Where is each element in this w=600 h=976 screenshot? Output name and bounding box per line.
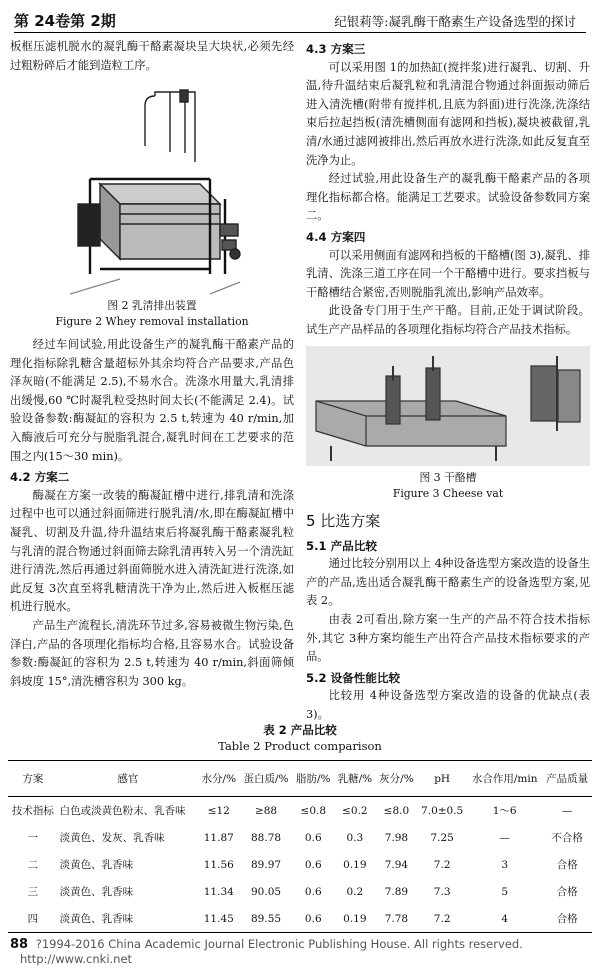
table-cell: 11.56: [203, 858, 234, 871]
table-cell: 合格: [556, 886, 578, 898]
table-cell: 89.97: [251, 858, 282, 871]
table-header: 灰分/%: [379, 772, 414, 785]
figure-3-image: [306, 346, 590, 466]
table-header: 水分/%: [201, 772, 237, 785]
table-cell: 白色或淡黄色粉末、乳香味: [59, 805, 186, 817]
table-cell: 7.2: [433, 858, 451, 871]
section-heading: 4.2 方案二: [10, 470, 70, 485]
section-heading: 5.1 产品比较: [306, 538, 377, 553]
table-cell: ≤0.8: [300, 804, 327, 817]
page-header: [14, 8, 586, 33]
cnki-url: http://www.cnki.net: [20, 952, 133, 966]
table-cell: 88.78: [251, 831, 282, 844]
table-cell: 三: [27, 886, 39, 898]
running-title: 纪银莉等:凝乳酶干酪素生产设备选型的探讨: [334, 14, 576, 29]
table-cell: 0.3: [346, 831, 364, 844]
table-header: 蛋白质/%: [243, 772, 289, 785]
page-number: 88: [10, 937, 29, 952]
paragraph: 板框压滤机脱水的凝乳酶干酪素凝块呈大块状,必须先经过粗粉碎后才能到造粒工序。: [10, 40, 294, 72]
table-cell: 0.6: [304, 858, 322, 871]
table-cell: 3: [501, 858, 509, 871]
table-cell: ≥88: [254, 804, 278, 817]
table-cell: 0.19: [343, 912, 367, 925]
table-cell: 7.0±0.5: [421, 804, 464, 817]
table-caption-cn: 表 2 产品比较: [263, 723, 337, 737]
table-cell: 11.87: [203, 831, 234, 844]
table-row: [8, 851, 592, 878]
table-cell: ≤0.2: [342, 804, 368, 817]
table-cell: 0.6: [304, 831, 322, 844]
product-comparison-table: [8, 760, 592, 933]
table-cell: ≤12: [207, 804, 230, 817]
figure-2-caption-en: Figure 2 Whey removal installation: [55, 315, 249, 328]
table-cell: 5: [501, 885, 509, 898]
paragraph: 可以采用图 1的加热缸(搅拌浆)进行凝乳、切割、升温,待升温结束后凝乳粒和乳清混合物通过斜面振动筛后进入清洗槽(附带有搅拌机,且底为斜面)进行洗涤,洗涤结束后拉起挡板(清洗槽侧面有滤网和挡板),凝块被截留,乳清/水通过滤网被排出,然后再放水进行洗涤,如此反复直至洗净为止。: [306, 60, 590, 167]
table-row: [8, 797, 592, 825]
paragraph: 酶凝在方案一改装的酶凝缸槽中进行,排乳清和洗涤过程中也可以通过斜面筛进行脱乳清/水,即在酶凝缸槽中凝乳、切割及升温,待升温结束后将凝乳酶干酪素凝乳粒与乳清的混合物通过斜面筛去除乳清再转入另一个清洗缸进行清洗,然后再通过斜面筛脱水进入清洗缸进行洗涤,如此反复 3次直至将乳糖清洗干净为止,然后进入板框压滤机进行脱水。: [10, 488, 294, 614]
table-header: 脂肪/%: [296, 772, 331, 785]
table-header: pH: [434, 772, 451, 785]
table-cell: 4: [501, 912, 509, 925]
table-cell: 7.98: [384, 831, 409, 844]
section-heading: 5 比选方案: [306, 512, 381, 530]
paragraph: 产品生产流程长,清洗环节过多,容易被微生物污染,色泽白,产品的各项理化指标均合格,且容易水合。试验设备参数:酶凝缸的容积为 2.5 t,转速为 40 r/min,斜面筛倾斜坡度 15°,清洗槽容积为 300 kg。: [10, 618, 294, 688]
paragraph: 可以采用侧面有滤网和挡板的干酪槽(图 3),凝乳、排乳清、洗涤三道工序在同一个干酪槽中进行。要求挡板与干酪槽结合紧密,否则脱脂乳流出,影响产品效率。: [306, 248, 590, 299]
table-cell: 二: [27, 859, 39, 871]
table-cell: 7.25: [430, 831, 454, 844]
table-row: [8, 824, 592, 851]
section-heading: 5.2 设备性能比较: [306, 670, 401, 685]
right-column: [306, 38, 590, 340]
copyright-text: ?1994-2016 China Academic Journal Electronic Publishing House. All rights reserved.: [35, 937, 523, 951]
table-cell: 四: [27, 913, 39, 925]
paragraph: 比较用 4种设备选型方案改造的设备的优缺点(表 3)。: [306, 689, 590, 721]
table-cell: ≤8.0: [383, 804, 410, 817]
table-cell: 技术指标: [11, 805, 54, 817]
right-column-body: [306, 508, 590, 725]
table-cell: 0.6: [304, 912, 322, 925]
table-cell: 89.55: [251, 912, 282, 925]
table-row: [8, 905, 592, 933]
table-header-row: [8, 761, 592, 797]
table-cell: 淡黄色、乳香味: [59, 913, 134, 925]
figure-3-caption: [306, 470, 590, 502]
table-cell: 不合格: [551, 832, 583, 844]
table-cell: 7.2: [433, 912, 451, 925]
paragraph: 由表 2可看出,除方案一生产的产品不符合技术指标外,其它 3种方案均能生产出符合产品技术指标要求的产品。: [306, 612, 590, 664]
journal-issue: 第 24卷第 2期: [14, 12, 116, 30]
table-header: 感官: [117, 772, 139, 785]
table-header: 乳糖/%: [337, 772, 373, 785]
table-cell: 一: [27, 832, 39, 844]
table-header: 产品质量: [546, 772, 589, 785]
table-cell: 淡黄色、发灰、乳香味: [59, 832, 165, 844]
table-cell: 0.2: [346, 885, 364, 898]
figure-3-caption-en: Figure 3 Cheese vat: [392, 487, 504, 500]
left-column-body: [10, 336, 294, 691]
table-cell: 淡黄色、乳香味: [59, 886, 134, 898]
table-cell: —: [499, 831, 510, 844]
section-heading: 4.4 方案四: [306, 229, 366, 244]
paragraph: 通过比较分别用以上 4种设备选型方案改造的设备生产的产品,选出适合凝乳酶干酪素生产的设备选型方案,见表 2。: [306, 557, 590, 608]
table-cell: 1～6: [492, 805, 517, 817]
left-column: [10, 38, 294, 75]
figure-2-image: [60, 84, 250, 296]
section-heading: 4.3 方案三: [306, 42, 366, 56]
table-header: 水合作用/min: [471, 772, 538, 785]
figure-2-caption-cn: 图 2 乳清排出装置: [107, 299, 197, 312]
table-cell: 7.94: [384, 858, 409, 871]
paragraph: 经过车间试验,用此设备生产的凝乳酶干酪素产品的理化指标除乳糖含量超标外其余均符合产品要求,产品色泽灰暗(不能满足 2.5),不易水合。洗涤水用量大,乳清排出缓慢,60 ℃时凝乳粒受热时间太长(不能满足 2.4)。试验设备参数:酶凝缸的容积为 2.5 t,转速为 40 r/min,加入酶液后可充分与脱脂乳混合,凝乳时间在工艺要求的范围之内(15～30 min)。: [10, 338, 294, 463]
table-header: 方案: [22, 772, 44, 785]
table-row: [8, 878, 592, 905]
table-cell: —: [561, 804, 573, 817]
table-cell: 合格: [556, 913, 578, 925]
table-cell: 90.05: [251, 885, 282, 898]
table-cell: 0.19: [343, 858, 367, 871]
figure-3-caption-cn: 图 3 干酪槽: [419, 471, 477, 484]
table-cell: 0.6: [304, 885, 322, 898]
table-cell: 淡黄色、乳香味: [59, 859, 134, 871]
table-cell: 11.34: [203, 885, 234, 898]
table-caption: [0, 722, 600, 754]
figure-2-caption: [10, 298, 294, 330]
paragraph: 经过试验,用此设备生产的凝乳酶干酪素产品的各项理化指标都合格。能满足工艺要求。试验设备参数同方案二。: [306, 172, 590, 223]
table-cell: 7.78: [384, 912, 409, 925]
page-footer: [10, 937, 600, 966]
paragraph: 此设备专门用于生产干酪。目前,正处于调试阶段。试生产产品样品的各项理化指标均符合产品技术指标。: [306, 304, 590, 336]
table-cell: 合格: [556, 859, 578, 871]
table-cell: 7.89: [384, 885, 409, 898]
table-cell: 11.45: [203, 912, 234, 925]
table-cell: 7.3: [433, 885, 451, 898]
table-caption-en: Table 2 Product comparison: [218, 739, 382, 753]
